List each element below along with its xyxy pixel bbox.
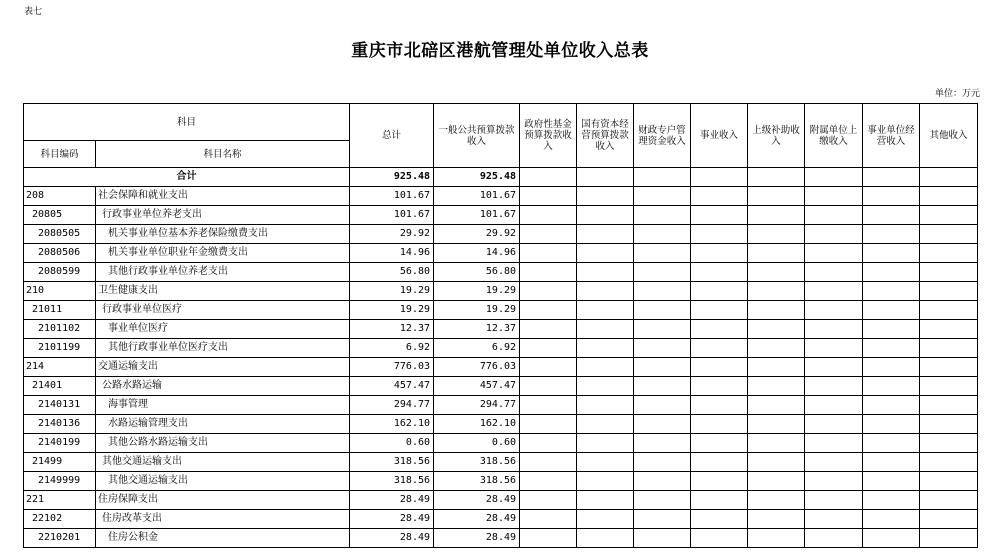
empty-cell bbox=[577, 282, 634, 301]
empty-cell bbox=[748, 320, 805, 339]
header-subject-name: 科目名称 bbox=[96, 141, 350, 168]
table-row bbox=[24, 206, 978, 225]
table-row bbox=[24, 263, 978, 282]
empty-cell bbox=[577, 339, 634, 358]
table-row bbox=[24, 396, 978, 415]
table-row bbox=[24, 491, 978, 510]
subject-name-cell: 其他交通运输支出 bbox=[96, 453, 350, 472]
empty-cell bbox=[748, 339, 805, 358]
empty-cell bbox=[577, 206, 634, 225]
total-amount-cell: 776.03 bbox=[350, 358, 434, 377]
subject-name-cell: 海事管理 bbox=[96, 396, 350, 415]
empty-cell bbox=[634, 339, 691, 358]
subject-code-cell: 20805 bbox=[24, 206, 96, 225]
subject-name-cell: 水路运输管理支出 bbox=[96, 415, 350, 434]
header-total: 总计 bbox=[350, 104, 434, 168]
total-amount: 925.48 bbox=[350, 168, 434, 187]
total-amount-cell: 28.49 bbox=[350, 510, 434, 529]
empty-cell bbox=[920, 472, 978, 491]
empty-cell bbox=[748, 358, 805, 377]
empty-cell bbox=[634, 529, 691, 548]
empty-cell bbox=[691, 244, 748, 263]
empty-cell bbox=[520, 434, 577, 453]
header-fiscal-special: 财政专户管理资金收入 bbox=[634, 104, 691, 168]
table-row bbox=[24, 339, 978, 358]
total-row bbox=[24, 168, 978, 187]
empty-cell bbox=[691, 301, 748, 320]
empty-cell bbox=[577, 187, 634, 206]
table-row bbox=[24, 301, 978, 320]
subject-name-cell: 交通运输支出 bbox=[96, 358, 350, 377]
general-budget-cell: 14.96 bbox=[434, 244, 520, 263]
general-budget-cell: 56.80 bbox=[434, 263, 520, 282]
empty-cell bbox=[805, 282, 863, 301]
subject-code-cell: 2080505 bbox=[24, 225, 96, 244]
subject-code-cell: 21401 bbox=[24, 377, 96, 396]
subject-code-cell: 2210201 bbox=[24, 529, 96, 548]
empty-cell bbox=[691, 187, 748, 206]
empty-cell bbox=[863, 529, 920, 548]
empty-cell bbox=[805, 225, 863, 244]
empty-cell bbox=[920, 415, 978, 434]
empty-cell bbox=[577, 358, 634, 377]
empty-cell bbox=[577, 377, 634, 396]
total-amount-cell: 101.67 bbox=[350, 187, 434, 206]
empty-cell bbox=[691, 282, 748, 301]
empty-cell bbox=[634, 415, 691, 434]
empty-cell bbox=[634, 396, 691, 415]
empty-cell bbox=[520, 263, 577, 282]
empty-cell bbox=[863, 339, 920, 358]
empty-cell bbox=[920, 187, 978, 206]
subject-code-cell: 214 bbox=[24, 358, 96, 377]
total-amount-cell: 318.56 bbox=[350, 472, 434, 491]
table-row bbox=[24, 453, 978, 472]
empty-cell bbox=[577, 453, 634, 472]
empty-cell bbox=[805, 377, 863, 396]
total-amount-cell: 29.92 bbox=[350, 225, 434, 244]
general-budget-cell: 0.60 bbox=[434, 434, 520, 453]
general-budget-cell: 28.49 bbox=[434, 510, 520, 529]
table-row bbox=[24, 225, 978, 244]
empty-cell bbox=[748, 510, 805, 529]
empty-cell bbox=[520, 472, 577, 491]
empty-cell bbox=[805, 244, 863, 263]
empty-cell bbox=[920, 320, 978, 339]
empty-cell bbox=[920, 339, 978, 358]
empty-cell bbox=[805, 510, 863, 529]
empty-cell bbox=[520, 396, 577, 415]
empty-cell bbox=[520, 187, 577, 206]
empty-cell bbox=[863, 263, 920, 282]
empty-cell bbox=[691, 434, 748, 453]
empty-cell bbox=[805, 301, 863, 320]
empty-cell bbox=[691, 529, 748, 548]
empty-cell bbox=[863, 415, 920, 434]
empty-cell bbox=[691, 320, 748, 339]
header-business: 事业收入 bbox=[691, 104, 748, 168]
empty-cell bbox=[691, 377, 748, 396]
subject-code-cell: 22102 bbox=[24, 510, 96, 529]
empty-cell bbox=[805, 529, 863, 548]
total-amount-cell: 28.49 bbox=[350, 491, 434, 510]
empty-cell bbox=[920, 225, 978, 244]
subject-code-cell: 2080599 bbox=[24, 263, 96, 282]
empty-cell bbox=[920, 282, 978, 301]
empty-cell bbox=[520, 301, 577, 320]
empty-cell bbox=[748, 263, 805, 282]
empty-cell bbox=[691, 339, 748, 358]
empty-cell bbox=[634, 358, 691, 377]
general-budget-cell: 162.10 bbox=[434, 415, 520, 434]
empty-cell bbox=[920, 263, 978, 282]
empty-cell bbox=[920, 453, 978, 472]
subject-name-cell: 机关事业单位基本养老保险缴费支出 bbox=[96, 225, 350, 244]
empty-cell bbox=[863, 491, 920, 510]
subject-name-cell: 其他交通运输支出 bbox=[96, 472, 350, 491]
empty-cell bbox=[863, 396, 920, 415]
empty-cell bbox=[748, 301, 805, 320]
subject-code-cell: 2101102 bbox=[24, 320, 96, 339]
total-amount-cell: 318.56 bbox=[350, 453, 434, 472]
subject-code-cell: 208 bbox=[24, 187, 96, 206]
general-budget-cell: 28.49 bbox=[434, 529, 520, 548]
empty-cell bbox=[520, 244, 577, 263]
subject-name-cell: 住房公积金 bbox=[96, 529, 350, 548]
table-row bbox=[24, 510, 978, 529]
empty-cell bbox=[634, 301, 691, 320]
empty-cell bbox=[634, 263, 691, 282]
total-amount-cell: 28.49 bbox=[350, 529, 434, 548]
empty-cell bbox=[748, 206, 805, 225]
empty-cell bbox=[577, 434, 634, 453]
empty-cell bbox=[863, 206, 920, 225]
empty-cell bbox=[920, 358, 978, 377]
table-row bbox=[24, 320, 978, 339]
empty-cell bbox=[691, 510, 748, 529]
general-budget-cell: 19.29 bbox=[434, 301, 520, 320]
empty-cell bbox=[520, 453, 577, 472]
subject-name-cell: 住房保障支出 bbox=[96, 491, 350, 510]
header-affiliated: 附属单位上缴收入 bbox=[805, 104, 863, 168]
empty-cell bbox=[520, 320, 577, 339]
table-row bbox=[24, 244, 978, 263]
empty-cell bbox=[805, 434, 863, 453]
subject-code-cell: 2080506 bbox=[24, 244, 96, 263]
total-amount-cell: 6.92 bbox=[350, 339, 434, 358]
header-gov-fund: 政府性基金预算拨款收入 bbox=[520, 104, 577, 168]
empty-cell bbox=[748, 225, 805, 244]
empty-cell bbox=[920, 434, 978, 453]
empty-cell bbox=[577, 301, 634, 320]
empty-cell bbox=[805, 415, 863, 434]
empty-cell bbox=[863, 358, 920, 377]
empty-cell bbox=[748, 187, 805, 206]
table-row bbox=[24, 434, 978, 453]
empty-cell bbox=[520, 206, 577, 225]
empty-cell bbox=[805, 339, 863, 358]
empty-cell bbox=[520, 358, 577, 377]
subject-name-cell: 其他行政事业单位医疗支出 bbox=[96, 339, 350, 358]
empty-cell bbox=[920, 301, 978, 320]
total-amount-cell: 12.37 bbox=[350, 320, 434, 339]
empty-cell bbox=[520, 510, 577, 529]
empty-cell bbox=[920, 491, 978, 510]
empty-cell bbox=[691, 225, 748, 244]
header-general-budget: 一般公共预算拨款收入 bbox=[434, 104, 520, 168]
empty-cell bbox=[920, 377, 978, 396]
empty-cell bbox=[805, 472, 863, 491]
empty-cell bbox=[805, 320, 863, 339]
empty-cell bbox=[863, 282, 920, 301]
table-row bbox=[24, 358, 978, 377]
empty-cell bbox=[748, 415, 805, 434]
empty-cell bbox=[691, 491, 748, 510]
empty-cell bbox=[634, 206, 691, 225]
empty-cell bbox=[863, 320, 920, 339]
subject-code-cell: 2140199 bbox=[24, 434, 96, 453]
subject-name-cell: 事业单位医疗 bbox=[96, 320, 350, 339]
empty-cell bbox=[920, 244, 978, 263]
empty-cell bbox=[634, 282, 691, 301]
empty-cell bbox=[577, 510, 634, 529]
general-budget-cell: 776.03 bbox=[434, 358, 520, 377]
empty-cell bbox=[520, 491, 577, 510]
empty-cell bbox=[577, 263, 634, 282]
empty-cell bbox=[748, 244, 805, 263]
empty-cell bbox=[577, 320, 634, 339]
subject-name-cell: 行政事业单位医疗 bbox=[96, 301, 350, 320]
subject-code-cell: 21011 bbox=[24, 301, 96, 320]
empty-cell bbox=[863, 225, 920, 244]
empty-cell bbox=[634, 510, 691, 529]
empty-cell bbox=[863, 244, 920, 263]
empty-cell bbox=[748, 491, 805, 510]
empty-cell bbox=[634, 453, 691, 472]
subject-code-cell: 2101199 bbox=[24, 339, 96, 358]
empty-cell bbox=[805, 491, 863, 510]
empty-cell bbox=[577, 472, 634, 491]
empty-cell bbox=[805, 396, 863, 415]
empty-cell bbox=[920, 529, 978, 548]
table-row bbox=[24, 415, 978, 434]
empty-cell bbox=[634, 434, 691, 453]
page-title: 重庆市北碚区港航管理处单位收入总表 bbox=[351, 41, 649, 61]
general-budget-cell: 101.67 bbox=[434, 206, 520, 225]
header-subject-code: 科目编码 bbox=[24, 141, 96, 168]
total-amount-cell: 162.10 bbox=[350, 415, 434, 434]
subject-name-cell: 公路水路运输 bbox=[96, 377, 350, 396]
empty-cell bbox=[691, 263, 748, 282]
subject-code-cell: 221 bbox=[24, 491, 96, 510]
empty-cell bbox=[520, 377, 577, 396]
total-amount-cell: 56.80 bbox=[350, 263, 434, 282]
general-budget-cell: 19.29 bbox=[434, 282, 520, 301]
empty-cell bbox=[920, 396, 978, 415]
empty-cell bbox=[520, 225, 577, 244]
subject-name-cell: 卫生健康支出 bbox=[96, 282, 350, 301]
empty-cell bbox=[805, 358, 863, 377]
general-budget-cell: 457.47 bbox=[434, 377, 520, 396]
empty-cell bbox=[748, 529, 805, 548]
subject-code-cell: 21499 bbox=[24, 453, 96, 472]
subject-code-cell: 2140131 bbox=[24, 396, 96, 415]
subject-code-cell: 2140136 bbox=[24, 415, 96, 434]
empty-cell bbox=[863, 377, 920, 396]
total-amount-cell: 457.47 bbox=[350, 377, 434, 396]
empty-cell bbox=[691, 206, 748, 225]
empty-cell bbox=[577, 415, 634, 434]
total-label: 合计 bbox=[24, 168, 350, 187]
subject-name-cell: 其他行政事业单位养老支出 bbox=[96, 263, 350, 282]
empty-cell bbox=[634, 244, 691, 263]
general-budget-cell: 28.49 bbox=[434, 491, 520, 510]
subject-name-cell: 行政事业单位养老支出 bbox=[96, 206, 350, 225]
empty-cell bbox=[691, 358, 748, 377]
empty-cell bbox=[805, 263, 863, 282]
table-row bbox=[24, 282, 978, 301]
empty-cell bbox=[634, 377, 691, 396]
general-budget-cell: 6.92 bbox=[434, 339, 520, 358]
empty-cell bbox=[805, 453, 863, 472]
total-amount-cell: 19.29 bbox=[350, 282, 434, 301]
table-row bbox=[24, 529, 978, 548]
empty-cell bbox=[748, 434, 805, 453]
empty-cell bbox=[577, 529, 634, 548]
general-budget-cell: 29.92 bbox=[434, 225, 520, 244]
empty-cell bbox=[748, 453, 805, 472]
empty-cell bbox=[863, 510, 920, 529]
empty-cell bbox=[691, 472, 748, 491]
table-number-label: 表七 bbox=[24, 7, 43, 17]
income-summary-table bbox=[23, 103, 978, 548]
general-budget-cell: 294.77 bbox=[434, 396, 520, 415]
empty-cell bbox=[634, 225, 691, 244]
table-row bbox=[24, 187, 978, 206]
empty-cell bbox=[805, 187, 863, 206]
header-operating: 事业单位经营收入 bbox=[863, 104, 920, 168]
empty-cell bbox=[748, 396, 805, 415]
empty-cell bbox=[748, 472, 805, 491]
empty-cell bbox=[634, 491, 691, 510]
empty-cell bbox=[691, 415, 748, 434]
table-row bbox=[24, 377, 978, 396]
empty-cell bbox=[634, 320, 691, 339]
subject-name-cell: 其他公路水路运输支出 bbox=[96, 434, 350, 453]
empty-cell bbox=[920, 206, 978, 225]
empty-cell bbox=[863, 434, 920, 453]
empty-cell bbox=[520, 282, 577, 301]
table-row bbox=[24, 472, 978, 491]
header-superior-subsidy: 上级补助收入 bbox=[748, 104, 805, 168]
general-budget-cell: 12.37 bbox=[434, 320, 520, 339]
empty-cell bbox=[577, 244, 634, 263]
empty-cell bbox=[691, 396, 748, 415]
total-general-amount: 925.48 bbox=[434, 168, 520, 187]
empty-cell bbox=[520, 529, 577, 548]
empty-cell bbox=[863, 187, 920, 206]
subject-name-cell: 机关事业单位职业年金缴费支出 bbox=[96, 244, 350, 263]
empty-cell bbox=[520, 339, 577, 358]
empty-cell bbox=[634, 472, 691, 491]
header-state-capital: 国有资本经营预算拨款收入 bbox=[577, 104, 634, 168]
empty-cell bbox=[520, 415, 577, 434]
total-amount-cell: 0.60 bbox=[350, 434, 434, 453]
header-subject: 科目 bbox=[24, 104, 350, 141]
empty-cell bbox=[634, 187, 691, 206]
empty-cell bbox=[577, 396, 634, 415]
empty-cell bbox=[577, 491, 634, 510]
header-other: 其他收入 bbox=[920, 104, 978, 168]
empty-cell bbox=[577, 225, 634, 244]
total-amount-cell: 294.77 bbox=[350, 396, 434, 415]
total-amount-cell: 19.29 bbox=[350, 301, 434, 320]
total-amount-cell: 101.67 bbox=[350, 206, 434, 225]
empty-cell bbox=[863, 472, 920, 491]
empty-cell bbox=[863, 453, 920, 472]
general-budget-cell: 318.56 bbox=[434, 453, 520, 472]
subject-name-cell: 住房改革支出 bbox=[96, 510, 350, 529]
general-budget-cell: 101.67 bbox=[434, 187, 520, 206]
empty-cell bbox=[748, 282, 805, 301]
empty-cell bbox=[920, 510, 978, 529]
empty-cell bbox=[748, 377, 805, 396]
subject-code-cell: 2149999 bbox=[24, 472, 96, 491]
general-budget-cell: 318.56 bbox=[434, 472, 520, 491]
subject-name-cell: 社会保障和就业支出 bbox=[96, 187, 350, 206]
empty-cell bbox=[805, 206, 863, 225]
subject-code-cell: 210 bbox=[24, 282, 96, 301]
empty-cell bbox=[863, 301, 920, 320]
empty-cell bbox=[691, 453, 748, 472]
unit-label: 单位：万元 bbox=[934, 89, 980, 99]
total-amount-cell: 14.96 bbox=[350, 244, 434, 263]
